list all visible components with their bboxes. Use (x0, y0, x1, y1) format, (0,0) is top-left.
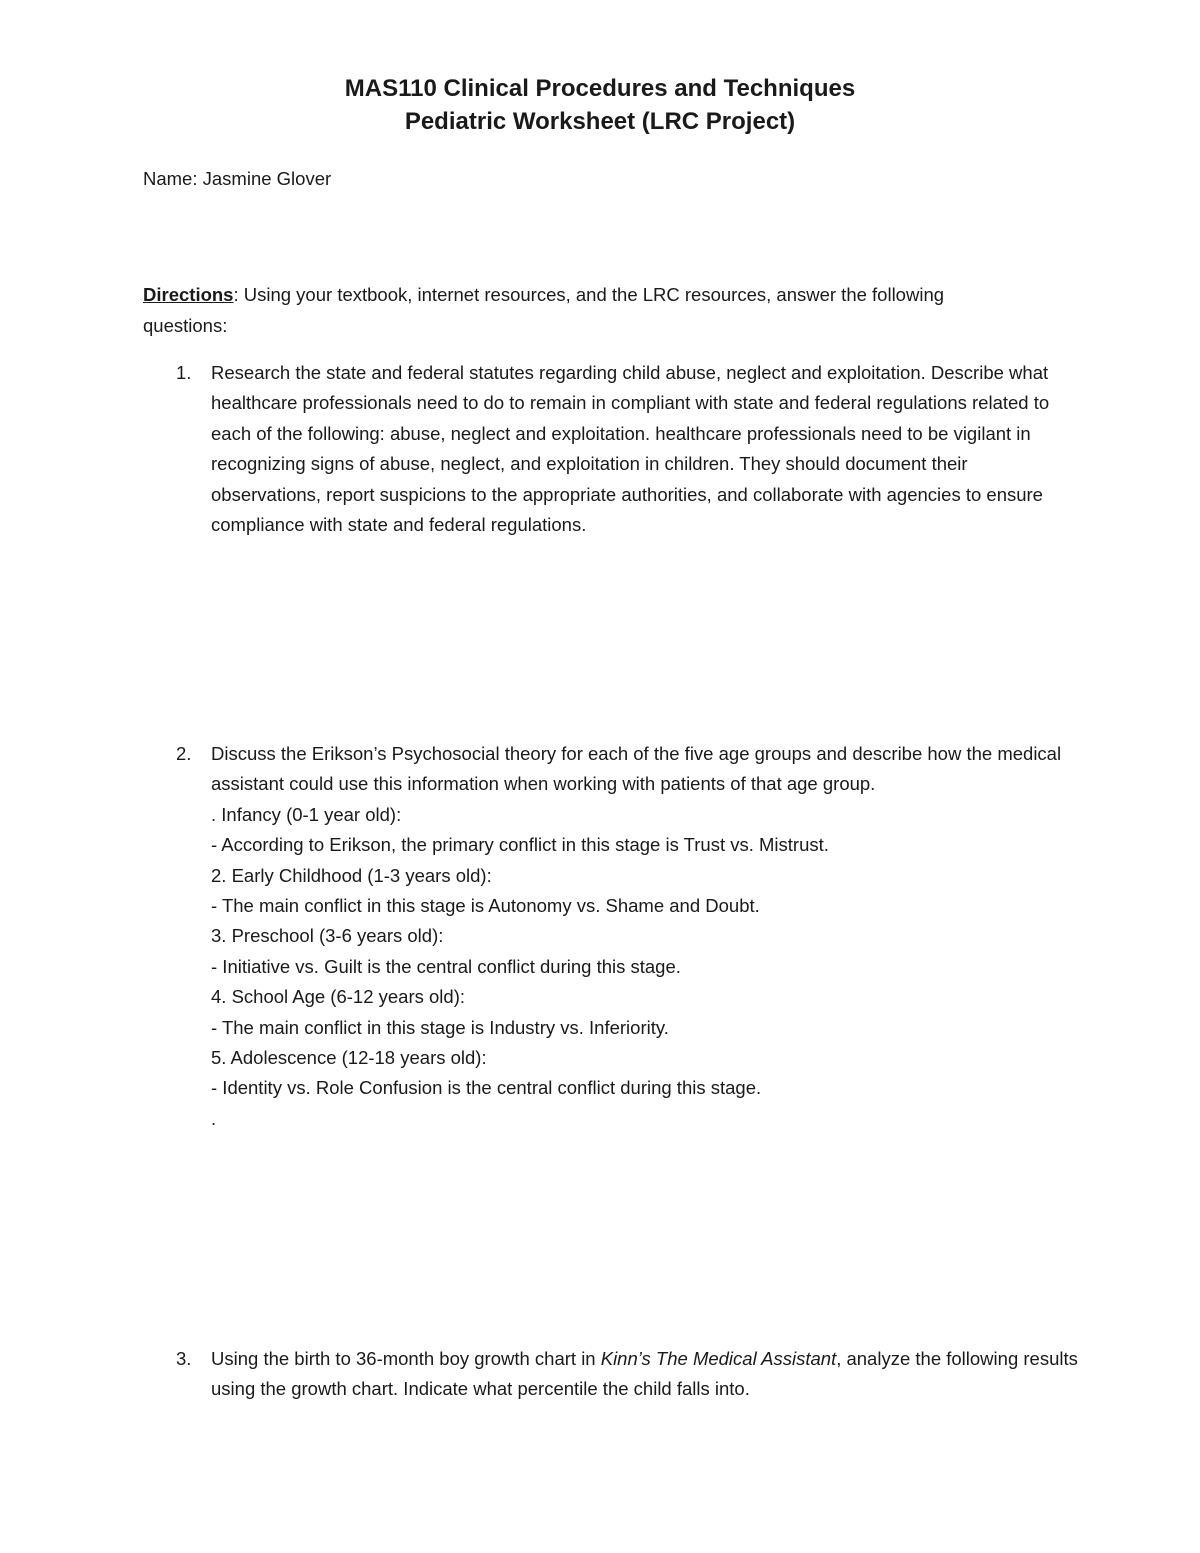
student-name: Name: Jasmine Glover (143, 168, 332, 189)
question-number: 1. (176, 362, 192, 383)
worksheet-title: Pediatric Worksheet (LRC Project) (404, 108, 796, 135)
answer-line: 4. School Age (6-12 years old): (211, 986, 466, 1008)
answer-line: . Infancy (0-1 year old): (211, 803, 402, 825)
answer-line: 3. Preschool (3-6 years old): (211, 925, 444, 947)
document-header (0, 72, 1200, 138)
directions-paragraph (143, 279, 1023, 341)
question-number: 3. (176, 1348, 192, 1369)
course-title: MAS110 Clinical Procedures and Techniques (344, 75, 856, 102)
answer-line: 5. Adolescence (12-18 years old): (211, 1047, 487, 1069)
question-body (211, 358, 1081, 540)
question-answer: healthcare professionals need to be vigilant in recognizing signs of abuse, neglect, and exploitation in children. They should document their observations, report suspicions to the appropriate authorities, and collaborate with agencies to ensure compliance with state and federal regulations. (211, 422, 1043, 536)
question-body (211, 739, 1081, 1134)
question-prompt-end: , analyze the following results using the growth chart. Indicate what percentile the child falls into. (211, 1348, 1078, 1400)
answer-line: - According to Erikson, the primary conflict in this stage is Trust vs. Mistrust. (211, 834, 829, 856)
answer-line: - Identity vs. Role Confusion is the central conflict during this stage. (211, 1077, 762, 1099)
book-title: Kinn’s The Medical Assistant (600, 1348, 837, 1369)
directions-label: Directions (143, 284, 234, 305)
question-prompt: Research the state and federal statutes regarding child abuse, neglect and exploitation. Describe what healthcare professionals need to do to remain in compliant with state and federal regulations related to each of the following: abuse, neglect and exploitation. (211, 362, 1050, 444)
directions-text: : Using your textbook, internet resources, and the LRC resources, answer the following questions: (143, 284, 945, 336)
question-prompt: Discuss the Erikson’s Psychosocial theory for each of the five age groups and describe how the medical assistant could use this information when working with patients of that age group. (211, 743, 1062, 795)
question-prompt-start: Using the birth to 36-month boy growth chart in (211, 1348, 601, 1369)
question-number: 2. (176, 743, 192, 764)
answer-line: - Initiative vs. Guilt is the central conflict during this stage. (211, 955, 681, 977)
answer-line: - The main conflict in this stage is Autonomy vs. Shame and Doubt. (211, 895, 760, 917)
answer-line: 2. Early Childhood (1-3 years old): (211, 864, 492, 886)
question-body (211, 1344, 1081, 1405)
answer-line: - The main conflict in this stage is Industry vs. Inferiority. (211, 1016, 669, 1038)
answer-line: . (211, 1107, 217, 1129)
